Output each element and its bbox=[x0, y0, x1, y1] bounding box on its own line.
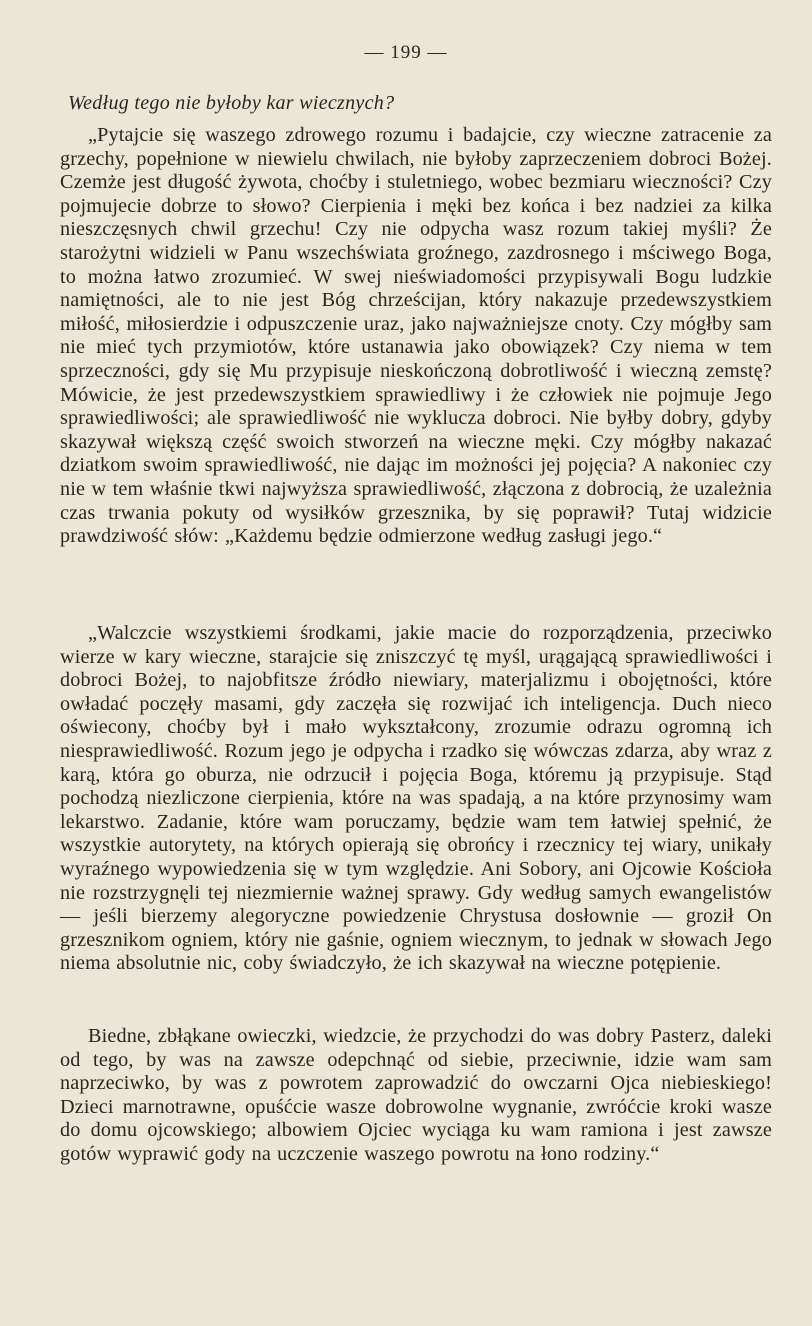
paragraph-3: Biedne, zbłąkane owieczki, wiedzcie, że przychodzi do was dobry Pasterz, daleki od tego, by was na zawsze odepchnąć od siebie, przeciwnie, idzie wam sam naprzeciwko, by was z powrotem zaprowadzić do owczarni Ojca niebieskiego! Dzieci marnotrawne, opuśćcie wasze dobrowolne wygnanie, zwróćcie kroki wasze do domu ojcowskiego; albowiem Ojciec wyciąga ku wam ramiona i jest zawsze gotów wyprawić gody na uczczenie waszego powrotu na łono rodziny.“ bbox=[60, 1025, 772, 1165]
paragraph-2: „Walczcie wszystkiemi środkami, jakie macie do rozporządzenia, przeciwko wierze w kary wieczne, starajcie się zniszczyć tę myśl, urągającą sprawiedliwości i dobroci Bożej, to najobfitsze źródło niewiary, materjalizmu i obojętności, które owładać poczęły masami, gdy zaczęła się rozwijać ich inteligencja. Duch nieco oświecony, choćby był i mało wykształcony, zrozumie odrazu ogromną ich niesprawiedliwość. Rozum jego je odpycha i rzadko się wówczas zdarza, aby wraz z karą, która go oburza, nie odrzucił i pojęcia Boga, któremu ją przypisuje. Stąd pochodzą niezliczone cierpienia, które na was spadają, a na które przynosimy wam lekarstwo. Zadanie, które wam poruczamy, będzie wam tem łatwiej spełnić, że wszystkie autorytety, na których opierają się obrońcy i rzecznicy tej wiary, unikały wyraźnego wypowiedzenia się w tym względzie. Ani Sobory, ani Ojcowie Kościoła nie rozstrzygnęli tej niezmiernie ważnej sprawy. Gdy według samych ewangelistów — jeśli bierzemy alegoryczne powiedzenie Chrystusa dosłownie — groził On grzesznikom ogniem, który nie gaśnie, ogniem wiecznym, to jednak w słowach Jego niema absolutnie nic, coby świadczyło, że ich skazywał na wieczne potępienie. bbox=[60, 622, 772, 975]
section-heading: Według tego nie byłoby kar wiecznych? bbox=[68, 92, 395, 114]
page-number: — 199 — bbox=[364, 42, 448, 63]
paragraph-1: „Pytajcie się waszego zdrowego rozumu i badajcie, czy wieczne zatracenie za grzechy, popełnione w niewielu chwilach, nie byłoby zaprzeczeniem dobroci Bożej. Czemże jest długość żywota, choćby i stuletniego, wobec bezmiaru wieczności? Czy pojmujecie dobrze to słowo? Cierpienia i męki bez końca i bez nadziei za kilka nieszczęsnych chwil grzechu! Czy nie odpycha wasz rozum takiej myśli? Że starożytni widzieli w Panu wszechświata groźnego, zazdrosnego i mściwego Boga, to można łatwo zrozumieć. W swej nieświadomości przypisywali Bogu ludzkie namiętności, ale to nie jest Bóg chrześcijan, który nakazuje przedewszystkiem miłość, miłosierdzie i odpuszczenie uraz, jako najważniejsze cnoty. Czy mógłby sam nie mieć tych przymiotów, które ustanawia jako obowiązek? Czy niema w tem sprzeczności, gdy się Mu przypisuje nieskończoną dobrotliwość i wieczną zemstę? Mówicie, że jest przedewszystkiem sprawiedliwy i że człowiek nie pojmuje Jego sprawiedliwości; ale sprawiedliwość nie wyklucza dobroci. Nie byłby dobry, gdyby skazywał większą część swoich stworzeń na wieczne męki. Czy mógłby nakazać dziatkom swoim sprawiedliwość, nie dając im możności jej pojęcia? A nakoniec czy nie w tem właśnie tkwi najwyższa sprawiedliwość, złączona z dobrocią, że uzależnia czas trwania pokuty od wysiłków grzesznika, by się poprawił? Tutaj widzicie prawdziwość słów: „Każdemu będzie odmierzone według zasługi jego.“ bbox=[60, 124, 772, 548]
